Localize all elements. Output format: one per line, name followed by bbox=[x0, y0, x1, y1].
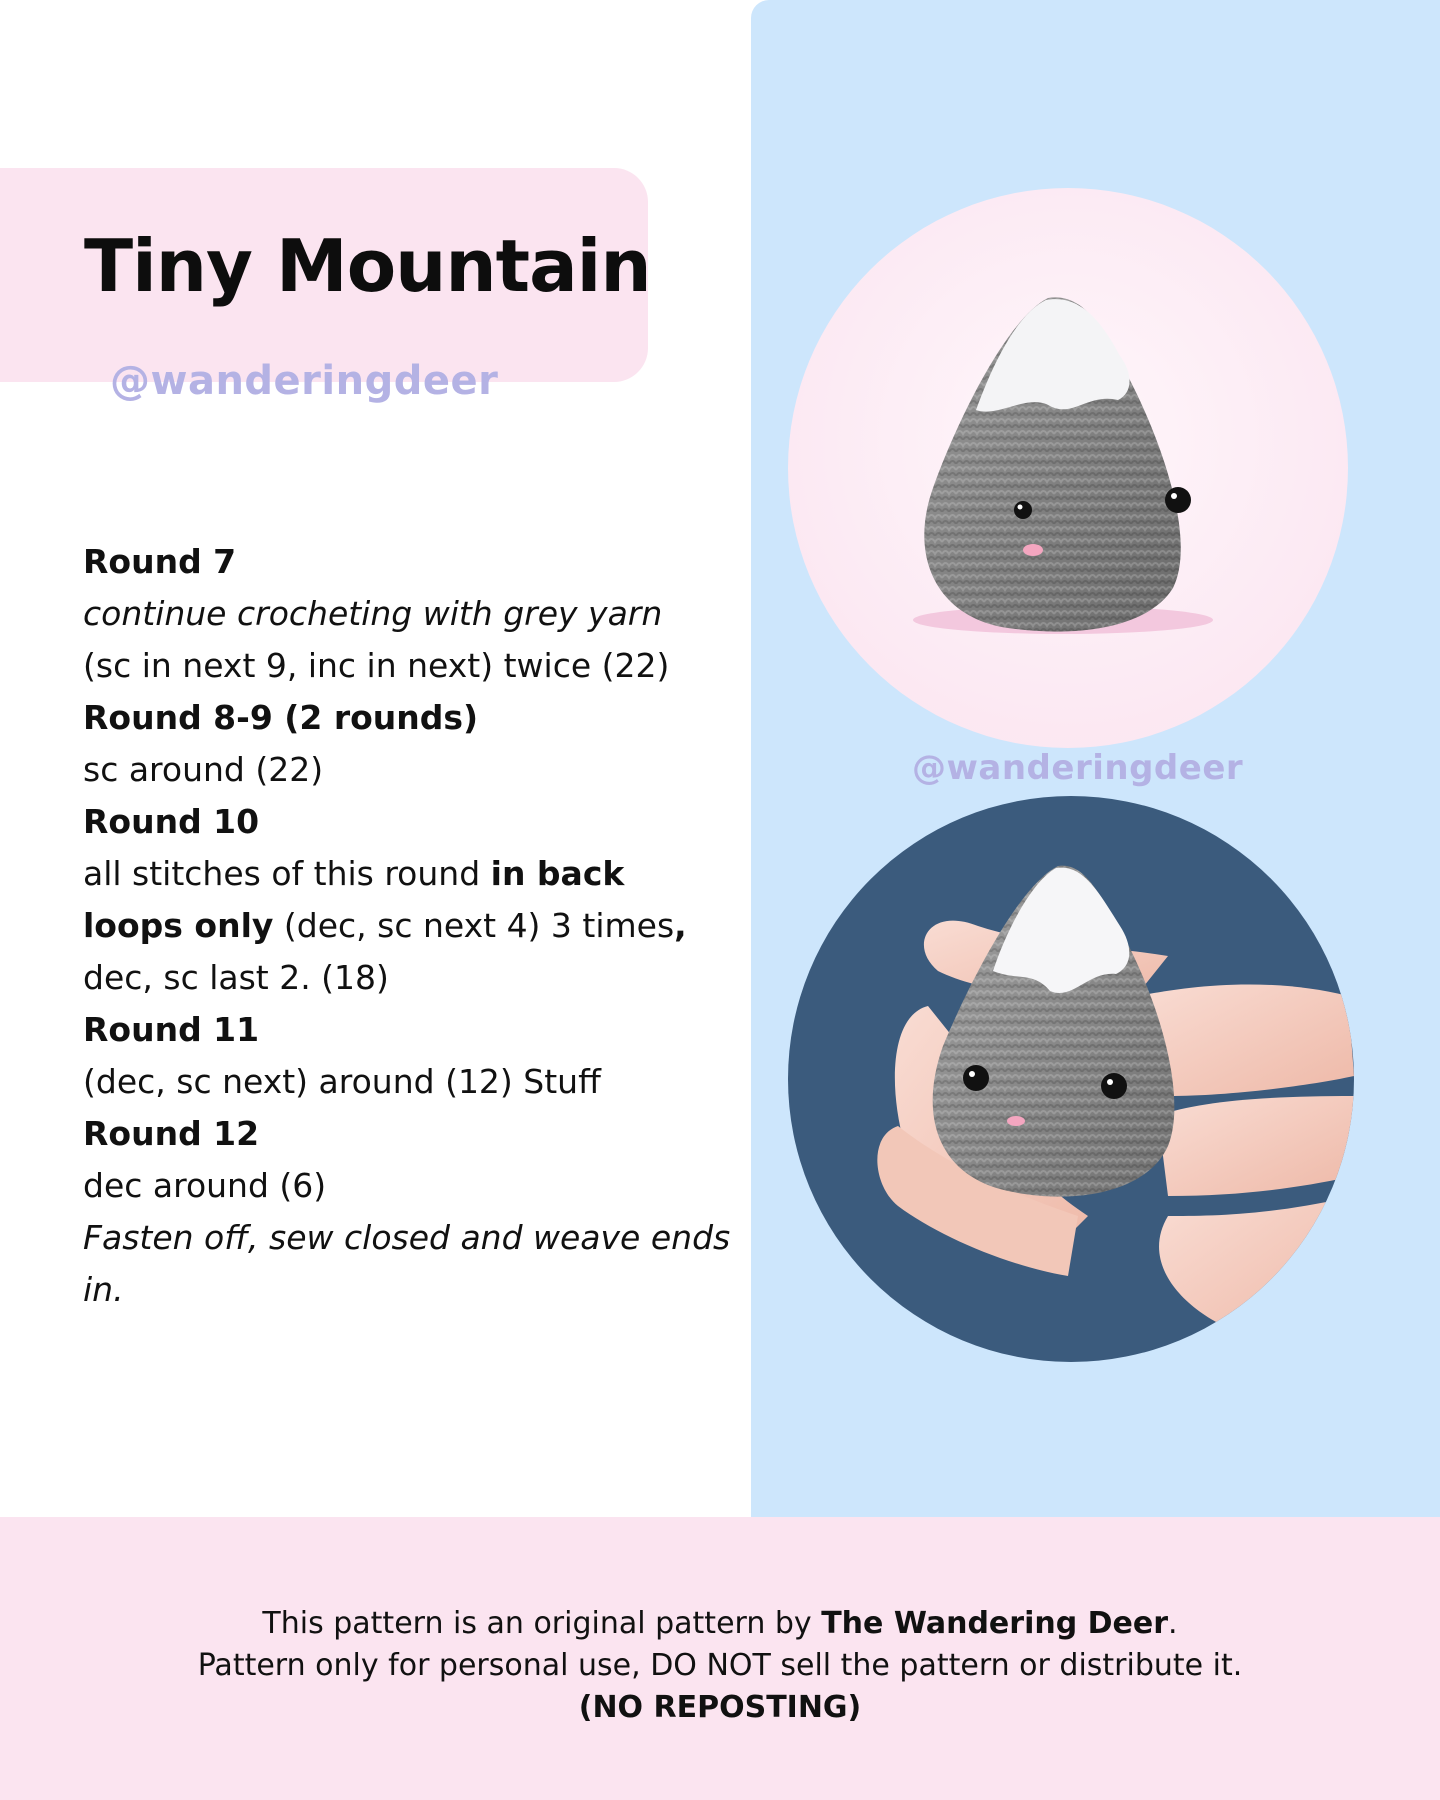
finish-note: in. bbox=[83, 1270, 124, 1309]
author-handle: @wanderingdeer bbox=[110, 358, 499, 404]
round-note: continue crocheting with grey yarn bbox=[83, 594, 663, 633]
round-heading: Round 12 bbox=[83, 1114, 260, 1153]
mountain-amigurumi-image bbox=[788, 188, 1348, 748]
round-text: (sc in next 9, inc in next) twice (22) bbox=[83, 646, 670, 685]
finish-note: Fasten off, sew closed and weave ends bbox=[83, 1218, 731, 1257]
footer-line: Pattern only for personal use, DO NOT sell the pattern or distribute it. bbox=[197, 1648, 1243, 1683]
footer-line: (NO REPOSTING) bbox=[578, 1690, 862, 1725]
mountain-photo-front bbox=[788, 188, 1348, 748]
round-heading: Round 8-9 (2 rounds) bbox=[83, 698, 479, 737]
pattern-instructions bbox=[83, 536, 731, 1316]
footer-line: This pattern is an original pattern by The Wandering Deer. bbox=[262, 1606, 1178, 1641]
round-text: sc around (22) bbox=[83, 750, 324, 789]
copyright-footer bbox=[0, 1517, 1440, 1800]
round-heading: Round 7 bbox=[83, 542, 237, 581]
copyright-notice bbox=[0, 1603, 1440, 1729]
round-text: dec, sc last 2. (18) bbox=[83, 958, 389, 997]
photo-handle: @wanderingdeer bbox=[912, 748, 1244, 788]
page-title: Tiny Mountain bbox=[84, 224, 651, 308]
mountain-photo-hand bbox=[788, 796, 1354, 1362]
round-text: (dec, sc next) around (12) Stuff bbox=[83, 1062, 601, 1101]
mountain-in-hand-image bbox=[788, 796, 1354, 1362]
round-heading: Round 11 bbox=[83, 1010, 260, 1049]
round-text: all stitches of this round in back bbox=[83, 854, 625, 893]
round-heading: Round 10 bbox=[83, 802, 260, 841]
round-text: loops only (dec, sc next 4) 3 times, bbox=[83, 906, 687, 945]
round-text: dec around (6) bbox=[83, 1166, 327, 1205]
